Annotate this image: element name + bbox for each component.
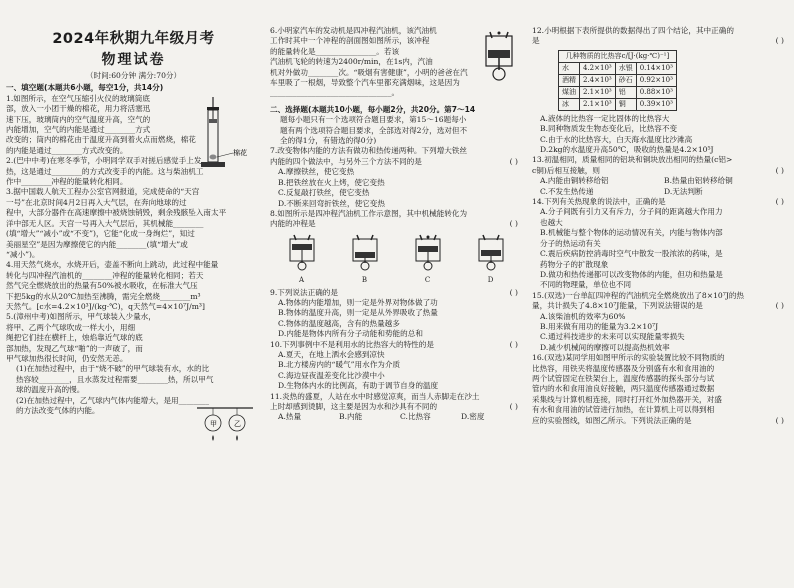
q11-options xyxy=(270,412,522,422)
answer-paren: ( ) xyxy=(509,339,518,349)
table-cell: 4.2×10³ xyxy=(580,62,616,74)
question-7 xyxy=(270,146,522,208)
q13-stem: 13.初温相同，质量相同的铝块和铜块放出相同的热量(c铝> xyxy=(532,155,733,165)
q10-option-b: B.北方楼房内的“暖气”用水作为介质 xyxy=(278,360,401,370)
q7-option-d: D.不断来回弯折铁丝，使它变热 xyxy=(278,198,385,208)
q10-option-c: C.海边昼夜温差变化比沙漠中小 xyxy=(278,370,385,380)
answer-paren: ( ) xyxy=(509,219,518,229)
q5-line: 的方法改变气体的内能。 xyxy=(16,406,100,415)
q15-option-d: D.减少机械间的摩擦可以提高热机效率 xyxy=(540,342,670,352)
q6-line: 的能量转化是________________。若该 xyxy=(270,46,400,56)
q5-line: 热容较________，且水蒸发过程需要________热，所以甲气 xyxy=(16,374,214,384)
q3-line: “减小”)。 xyxy=(6,249,40,259)
answer-paren: ( ) xyxy=(509,156,518,166)
q4-line: 天然气。[c水=4.2×10³J/(kg·℃)，q天然气=4×10⁷J/m³] xyxy=(6,301,205,311)
q1-line: 1.如图所示，在空气压缩引火仪的玻璃筒底 xyxy=(6,93,150,103)
question-4 xyxy=(6,260,261,312)
table-row xyxy=(559,62,677,74)
q16-line: 比热容，用铁夹将温度传感器及分别盛有水和食用油的 xyxy=(532,363,715,373)
q4-line: 4.用天然气烧水，水烧开后，壶盖不断向上跳动，此过程中能量 xyxy=(6,260,219,270)
q6-line: 车里吸了一根烟，导致整个汽车里都充满烟味，这是因为 xyxy=(270,78,460,88)
q9-option-c: C.物体的温度越高，含有的热量越多 xyxy=(278,318,400,328)
table-cell: 水银 xyxy=(615,62,636,74)
q5-line: 甲气球加热很长时间，仍安然无恙。 xyxy=(6,353,128,363)
q8-stem: 内能的冲程是 ( ) xyxy=(270,219,522,229)
q13-stem: c铜)后相互接触，则 ( ) xyxy=(532,166,788,176)
q6-line: 工作时其中一个冲程的剖面图如图所示，该冲程 xyxy=(270,36,430,46)
engine-cross-section-figure xyxy=(478,30,520,82)
q15-option-b: B.用来做有用功的能量为3.2×10⁷J xyxy=(540,321,659,331)
table-title: 几种物质的比热容c/[J·(kg·℃)⁻¹] xyxy=(559,50,677,62)
q2-line: 作中________冲程的能量转化相同。 xyxy=(6,177,128,187)
column-left xyxy=(6,0,261,562)
q1-line: 部，放入一小团干燥的棉花，用力将活塞迅 xyxy=(6,104,151,114)
engine-a-label: A xyxy=(298,276,305,285)
q14-option-line: C.震后疾病防控消毒时空气中散发一股浓浓的药味，是 xyxy=(540,249,723,259)
q13-option-b: B.热量由铝转移给铜 xyxy=(664,176,733,186)
answer-paren: ( ) xyxy=(509,402,518,411)
table-cell: 煤油 xyxy=(559,86,580,98)
exam-title: 2024年秋期九年级月考 xyxy=(52,31,215,47)
q14-stem: 14.下列有关热现象的说法中，正确的是 ( ) xyxy=(532,197,788,207)
q14-option-line: B.机械能与整个物体的运动情况有关，内能与物体内部 xyxy=(540,228,723,238)
q13-option-d: D.无法判断 xyxy=(664,186,703,196)
question-13 xyxy=(532,155,788,197)
q7-stem: 7.改变物体内能的方法有做功和热传递两种。下列增大铁丝 xyxy=(270,146,468,156)
specific-heat-table xyxy=(558,50,677,111)
q8-stem: 8.如图所示是四冲程汽油机工作示意图，其中机械能转化为 xyxy=(270,208,468,218)
section-choice-note: 全的得1分，有错选的得0分) xyxy=(280,136,377,146)
q3-line: 一号”在北京时间4月2日再入大气层，在奔向地球的过 xyxy=(6,197,187,207)
q3-line: 美丽星空”是因为摩擦使它的内能________(填“增大”或 xyxy=(6,239,188,249)
q12-option-b: B.同种物质发生物态变化后，比热容不变 xyxy=(540,124,678,134)
q1-line: 的内能是通过________方式改变的。 xyxy=(6,145,128,155)
q3-line: 程中，大部分器件在高速摩擦中被烧蚀销毁，剩余残骸坠入南太平 xyxy=(6,208,227,218)
q9-option-b: B.物体的温度升高，则一定是从外界吸收了热量 xyxy=(278,308,438,318)
q14-option-line: D.做功和热传递都可以改变物体的内能，但功和热量是 xyxy=(540,269,723,279)
engine-b-icon xyxy=(345,234,385,272)
q6-line: 机对外做功________次。“吸烟有害健康”，小明的爸爸在汽 xyxy=(270,67,468,77)
question-2 xyxy=(6,156,261,187)
exam-meta: （时间:60分钟 满分:70分） xyxy=(85,71,182,80)
section-choice-note: 题每小题只有一个选项符合题目要求，第15～16题每小 xyxy=(280,115,467,125)
q14-option-line: 也越大 xyxy=(540,217,563,227)
q6-line: 汽油机飞轮的转速为2400r/min，在1s内，汽油 xyxy=(270,57,433,67)
q15-stem: 量，共计损失了4.8×10⁷J能量，下列说法错误的是 ( ) xyxy=(532,301,788,311)
q11-stem: 上时却感到烫脚，这主要是因为水和沙具有不同的 ( ) xyxy=(270,402,522,412)
table-row xyxy=(559,86,677,98)
q3-line: 洋中部无人区。天宫一号再入大气层后，其机械能________ xyxy=(6,218,204,228)
table-cell: 2.1×10³ xyxy=(580,86,616,98)
q13-option-a: A.内能由铜转移给铝 xyxy=(540,176,609,186)
table-cell: 0.88×10³ xyxy=(636,86,676,98)
q12-option-a: A.液体的比热容一定比固体的比热容大 xyxy=(540,113,670,123)
q10-option-d: D.生物体内水的比例高，有助于调节自身的温度 xyxy=(278,381,439,391)
q7-stem: 内能的四个做法中，与另外三个方法不同的是 ( ) xyxy=(270,157,522,167)
table-cell: 铜 xyxy=(615,98,636,110)
flask-label: 棉花 xyxy=(233,149,247,157)
table-cell: 水 xyxy=(559,62,580,74)
engine-d-icon xyxy=(471,234,511,272)
q1-line: 改变的；筒内的棉花由于温度升高到着火点而燃烧，棉花 xyxy=(6,135,196,145)
section-choice-note: 题有两个选项符合题目要求，全部选对得2分，选对但不 xyxy=(280,125,468,135)
q9-option-d: D.内能是物体内所有分子动能和势能的总和 xyxy=(278,329,423,339)
question-11 xyxy=(270,392,522,423)
q4-line: 然气完全燃烧放出的热量有50%被水吸收，在标准大气压 xyxy=(6,281,198,291)
q7-option-c: C.反复敲打铁丝，使它变热 xyxy=(278,188,370,198)
column-middle xyxy=(270,0,522,588)
q5-line: 球的温度升高的慢。 xyxy=(16,385,85,395)
q1-line: 速下压，玻璃筒内的空气温度升高，空气的 xyxy=(6,114,151,124)
q3-line: 3.据中国载人航天工程办公室官网报道，完成使命的“天宫 xyxy=(6,187,200,197)
q7-option-b: B.把铁丝放在火上烤，使它变热 xyxy=(278,177,385,187)
question-8 xyxy=(270,209,522,286)
exam-subject: 物理试卷 xyxy=(101,52,166,68)
answer-paren: ( ) xyxy=(775,415,784,425)
q12-option-c: C.由于水的比热容大，白天海水温度比沙滩高 xyxy=(540,134,693,144)
q15-stem: 15.(双选)一台单缸四冲程的汽油机完全燃烧放出了8×10⁷J的热 xyxy=(532,290,745,300)
balloons-figure xyxy=(195,405,255,445)
balloon-a-label: 甲 xyxy=(210,420,217,428)
q16-line: 16.(双选)某同学用如图甲所示的实验装置比较不同物质的 xyxy=(532,353,725,363)
q5-line: 将甲、乙两个气球吹成一样大小，用细 xyxy=(6,322,136,332)
q16-line: 两个试管固定在铁架台上，温度传感器的探头部分与试 xyxy=(532,373,715,383)
question-10 xyxy=(270,340,522,392)
q5-line: 绳把它们挂在横杆上，烛焰靠近气球的底 xyxy=(6,333,143,343)
engine-strokes-figure xyxy=(270,234,522,286)
q2-line: 热，这是通过________的方式改变手的内能。这与柴油机工 xyxy=(6,166,204,176)
q12-stem: 是 ( ) xyxy=(532,36,788,46)
q5-line: 5.(漳州中考)如图所示，甲气球装入少量水， xyxy=(6,312,156,322)
column-right xyxy=(532,0,788,588)
engine-stroke-c xyxy=(408,234,448,286)
q4-line: 下把5kg的水从20℃加热至沸腾，需完全燃烧________m³ xyxy=(6,291,201,301)
q3-line: (填“增大”“减小”或“不变”)，它能“化成一身绚烂”，知过 xyxy=(6,229,195,239)
table-cell: 冰 xyxy=(559,98,580,110)
q4-line: 转化与四冲程汽油机的________冲程的能量转化相同；若天 xyxy=(6,270,204,280)
answer-paren: ( ) xyxy=(775,301,784,311)
table-cell: 0.39×10³ xyxy=(636,98,676,110)
question-15 xyxy=(532,291,788,353)
q14-option-line: A.分子间既有引力又有斥力，分子间的距离越大作用力 xyxy=(540,207,723,217)
q5-line: (1)在加热过程中，由于“烧不破”的甲气球装有水，水的比 xyxy=(16,364,210,374)
q12-stem: 12.小明根据下表所提供的数据得出了四个结论，其中正确的 xyxy=(532,26,734,35)
engine-c-icon xyxy=(408,234,448,272)
q15-option-c: C.通过科技进步的未来可以实现能量零损失 xyxy=(540,332,685,342)
q9-stem: 9.下列说法正确的是 ( ) xyxy=(270,288,522,298)
table-cell: 0.14×10³ xyxy=(636,62,676,74)
q6-line: 6.小明家汽车的发动机是四冲程汽油机，该汽油机 xyxy=(270,26,437,35)
q15-option-a: A.该柴油机的效率为60% xyxy=(540,311,626,321)
q14-option-line: 药物分子的扩散现象 xyxy=(540,259,609,269)
q11-stem: 11.炎热的盛夏，人站在水中时感觉凉爽，而当人赤脚走在沙土 xyxy=(270,391,480,401)
q14-option-line: 分子的热运动有关 xyxy=(540,238,601,248)
q11-option-a: A.热量 xyxy=(278,412,302,422)
q12-option-d: D.2kg的水温度升高50℃，吸收的热量是4.2×10⁵J xyxy=(540,145,714,155)
q5-line: 部加热，发现乙气球“啪”的一声破了，而 xyxy=(6,343,143,353)
q7-option-a: A.摩擦铁丝，使它变热 xyxy=(278,167,355,177)
q14-option-line: 不同的物理量，单位也不同 xyxy=(540,280,632,290)
engine-stroke-d xyxy=(471,234,511,286)
q1-line: 内能增加，空气的内能是通过________方式 xyxy=(6,125,151,135)
engine-d-label: D xyxy=(487,276,494,285)
engine-stroke-b xyxy=(345,234,385,286)
q13-option-c: C.不发生热传递 xyxy=(540,186,594,196)
section-fill-blank-title: 一、填空题(本题共6小题，每空1分，共14分) xyxy=(6,83,164,93)
q13-options-row xyxy=(532,187,788,197)
answer-paren: ( ) xyxy=(775,36,784,46)
table-cell: 0.92×10³ xyxy=(636,74,676,86)
engine-c-label: C xyxy=(424,276,431,285)
q6-line: ________________________________。 xyxy=(270,88,400,98)
q16-line: 管内的水和食用油良好接触，两只温度传感器通过数据 xyxy=(532,384,715,394)
question-14 xyxy=(532,197,788,291)
engine-b-label: B xyxy=(361,276,368,285)
q13-options-row xyxy=(532,176,788,186)
answer-paren: ( ) xyxy=(775,165,784,175)
table-cell: 酒精 xyxy=(559,74,580,86)
engine-a-icon xyxy=(282,234,322,272)
table-row xyxy=(559,98,677,110)
balloon-b-label: 乙 xyxy=(234,420,241,428)
q11-option-b: B.内能 xyxy=(339,412,363,422)
answer-paren: ( ) xyxy=(509,287,518,297)
answer-paren: ( ) xyxy=(775,197,784,207)
q5-line: (2)在加热过程中，乙气球内气体内能增大，是用________ xyxy=(16,395,210,405)
table-cell: 2.1×10³ xyxy=(580,98,616,110)
q11-option-c: C.比热容 xyxy=(400,412,431,422)
q16-line: 有水和食用油的试管进行加热，在计算机上可以得到相 xyxy=(532,405,715,415)
engine-stroke-a xyxy=(282,234,322,286)
table-row xyxy=(559,74,677,86)
q10-stem: 10.下列事例中不是利用水的比热容大的特性的是 ( ) xyxy=(270,340,522,350)
section-choice-title: 二、选择题(本题共10小题，每小题2分，共20分。第7～14 xyxy=(270,104,476,114)
table-cell: 砂石 xyxy=(615,74,636,86)
q16-line: 应的实验图线，如图乙所示。下列说法正确的是 ( ) xyxy=(532,416,788,426)
table-cell: 2.4×10³ xyxy=(580,74,616,86)
q11-option-d: D.密度 xyxy=(461,412,485,422)
q10-option-a: A.夏天，在地上洒水会感到凉快 xyxy=(278,349,385,359)
table-cell: 铝 xyxy=(615,86,636,98)
question-12 xyxy=(532,26,788,155)
question-16 xyxy=(532,353,788,426)
question-3 xyxy=(6,187,261,260)
question-5 xyxy=(6,312,261,416)
q16-line: 采集线与计算机相连接，同时打开红外加热器开关，对盛 xyxy=(532,394,722,404)
question-9 xyxy=(270,288,522,340)
q9-option-a: A.物体的内能增加，则一定是外界对物体做了功 xyxy=(278,297,438,307)
q2-line: 2.(巴中中考)在寒冬季节，小明同学双手对搓后感觉手上发 xyxy=(6,156,202,166)
